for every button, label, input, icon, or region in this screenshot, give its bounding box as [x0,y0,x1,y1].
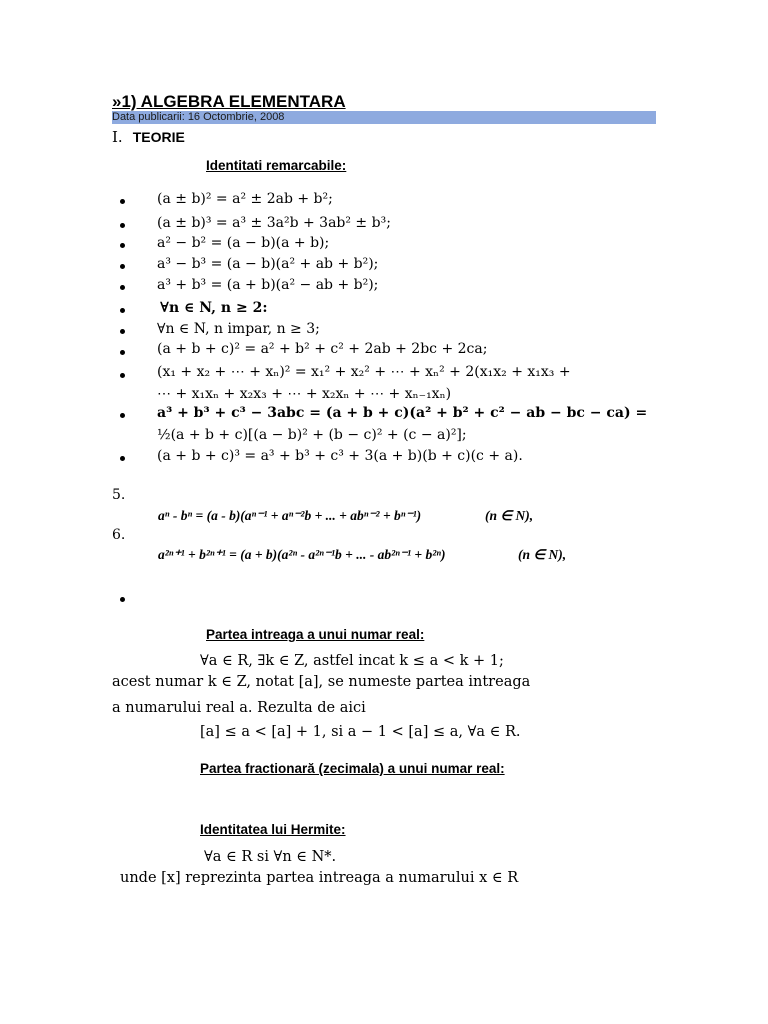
bullet [118,240,128,250]
identity-item: a³ − b³ = (a − b)(a² + ab + b²); [157,256,379,272]
identity-item: ∀n ∈ N, n impar, n ≥ 3; [157,321,320,337]
page-title: »1) ALGEBRA ELEMENTARA [112,92,346,111]
identity-item: (a ± b)² = a² ± 2ab + b²; [157,191,333,207]
integer-part-line: [a] ≤ a < [a] + 1, si a − 1 < [a] ≤ a, ∀a ∈ R. [200,724,521,740]
section-heading [112,128,185,146]
identity-item: a³ + b³ + c³ − 3abc = (a + b + c)(a² + b² + c² − ab − bc − ca) = [157,405,648,421]
bullet [118,305,128,315]
integer-part-heading: Partea intreaga a unui numar real: [206,627,425,642]
bullet [118,282,128,292]
formula-five-condition: (n ∈ N), [485,508,534,523]
identity-item: (x₁ + x₂ + ⋯ + xₙ)² = x₁² + x₂² + ⋯ + xₙ² + 2(x₁x₂ + x₁x₃ + [157,364,571,380]
identities-heading: Identitati remarcabile: [206,158,347,173]
identity-item: a³ + b³ = (a + b)(a² − ab + b²); [157,277,379,293]
bullet [118,347,128,357]
bullet [118,196,128,206]
integer-part-line: acest numar k ∈ Z, notat [a], se numeste partea intreaga [112,674,531,690]
identity-item: ∀n ∈ N, n ≥ 2: [160,300,268,316]
fractional-part-heading: Partea fractionară (zecimala) a unui numar real: [200,761,505,776]
integer-part-line: ∀a ∈ R, ∃k ∈ Z, astfel incat k ≤ a < k + 1; [200,653,504,669]
identity-item: (a + b + c)³ = a³ + b³ + c³ + 3(a + b)(b + c)(c + a). [157,448,523,464]
formula-five: aⁿ - bⁿ = (a - b)(aⁿ⁻¹ + aⁿ⁻²b + ... + abⁿ⁻² + bⁿ⁻¹) [158,508,422,523]
hermite-line: unde [x] reprezinta partea intreaga a numarului x ∈ R [120,870,519,886]
bullet [118,594,128,604]
integer-part-line: a numarului real a. Rezulta de aici [112,700,366,716]
bullet [118,370,128,380]
bullet [118,261,128,271]
section-number: I. [112,128,123,146]
publication-date: Data publicarii: 16 Octombrie, 2008 [112,111,285,123]
hermite-line: ∀a ∈ R si ∀n ∈ N*. [204,849,337,865]
identity-item-continuation: ⋯ + x₁xₙ + x₂x₃ + ⋯ + x₂xₙ + ⋯ + xₙ₋₁xₙ) [157,386,452,402]
bullet [118,326,128,336]
identity-item: (a + b + c)² = a² + b² + c² + 2ab + 2bc + 2ca; [157,341,488,357]
section-title: TEORIE [132,129,185,145]
formula-six-condition: (n ∈ N), [518,547,567,562]
bullet [118,453,128,463]
bullet [118,410,128,420]
hermite-heading: Identitatea lui Hermite: [200,822,346,837]
formula-six: a²ⁿ⁺¹ + b²ⁿ⁺¹ = (a + b)(a²ⁿ - a²ⁿ⁻¹b + ... - ab²ⁿ⁻¹ + b²ⁿ) [158,547,446,562]
identity-item-continuation: ½(a + b + c)[(a − b)² + (b − c)² + (c − a)²]; [157,427,467,443]
item-number: 5. [112,487,126,503]
identity-item: (a ± b)³ = a³ ± 3a²b + 3ab² ± b³; [157,215,391,231]
bullet [118,220,128,230]
identity-item: a² − b² = (a − b)(a + b); [157,235,330,251]
item-number: 6. [112,527,126,543]
